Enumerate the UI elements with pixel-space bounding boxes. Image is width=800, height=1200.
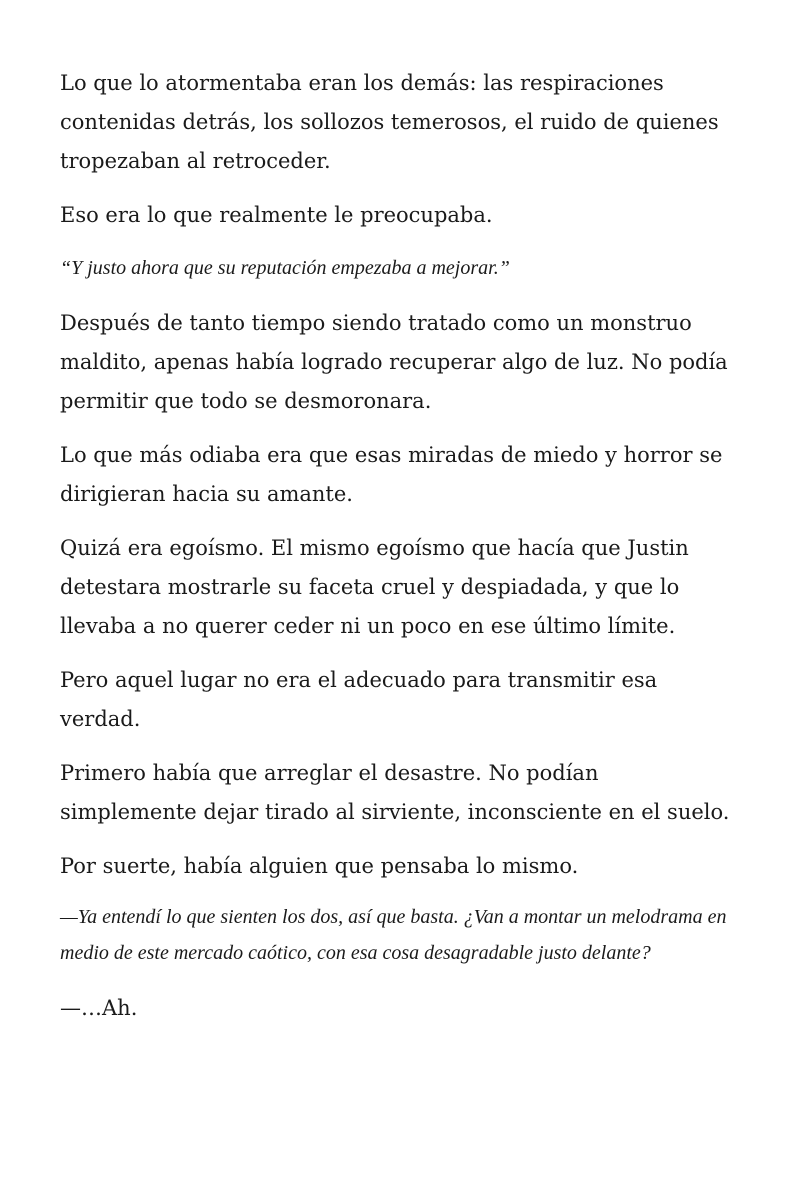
paragraph-6: Pero aquel lugar no era el adecuado para transmitir esa verdad. (60, 668, 658, 731)
italic-thought: “Y justo ahora que su reputación empezaba a mejorar.” (60, 257, 510, 279)
paragraph-4: Lo que más odiaba era que esas miradas de miedo y horror se dirigieran hacia su amante. (60, 443, 723, 506)
paragraph-9: —…Ah. (60, 996, 138, 1020)
italic-dialogue: —Ya entendí lo que sienten los dos, así que basta. ¿Van a montar un melodrama en medio de este mercado caótico, con esa cosa desagradable justo delante? (60, 906, 727, 964)
paragraph-2: Eso era lo que realmente le preocupaba. (60, 203, 493, 227)
paragraph-1: Lo que lo atormentaba eran los demás: las respiraciones contenidas detrás, los sollozos temerosos, el ruido de quienes tropezaban al retroceder. (60, 71, 719, 173)
paragraph-3: Después de tanto tiempo siendo tratado como un monstruo maldito, apenas había logrado recuperar algo de luz. No podía permitir que todo se desmoronara. (60, 311, 728, 413)
paragraph-8: Por suerte, había alguien que pensaba lo mismo. (60, 854, 579, 878)
paragraph-5: Quizá era egoísmo. El mismo egoísmo que hacía que Justin detestara mostrarle su faceta cruel y despiadada, y que lo llevaba a no querer ceder ni un poco en ese último límite. (60, 536, 689, 638)
paragraph-7: Primero había que arreglar el desastre. No podían simplemente dejar tirado al sirviente, inconsciente en el suelo. (60, 761, 730, 824)
